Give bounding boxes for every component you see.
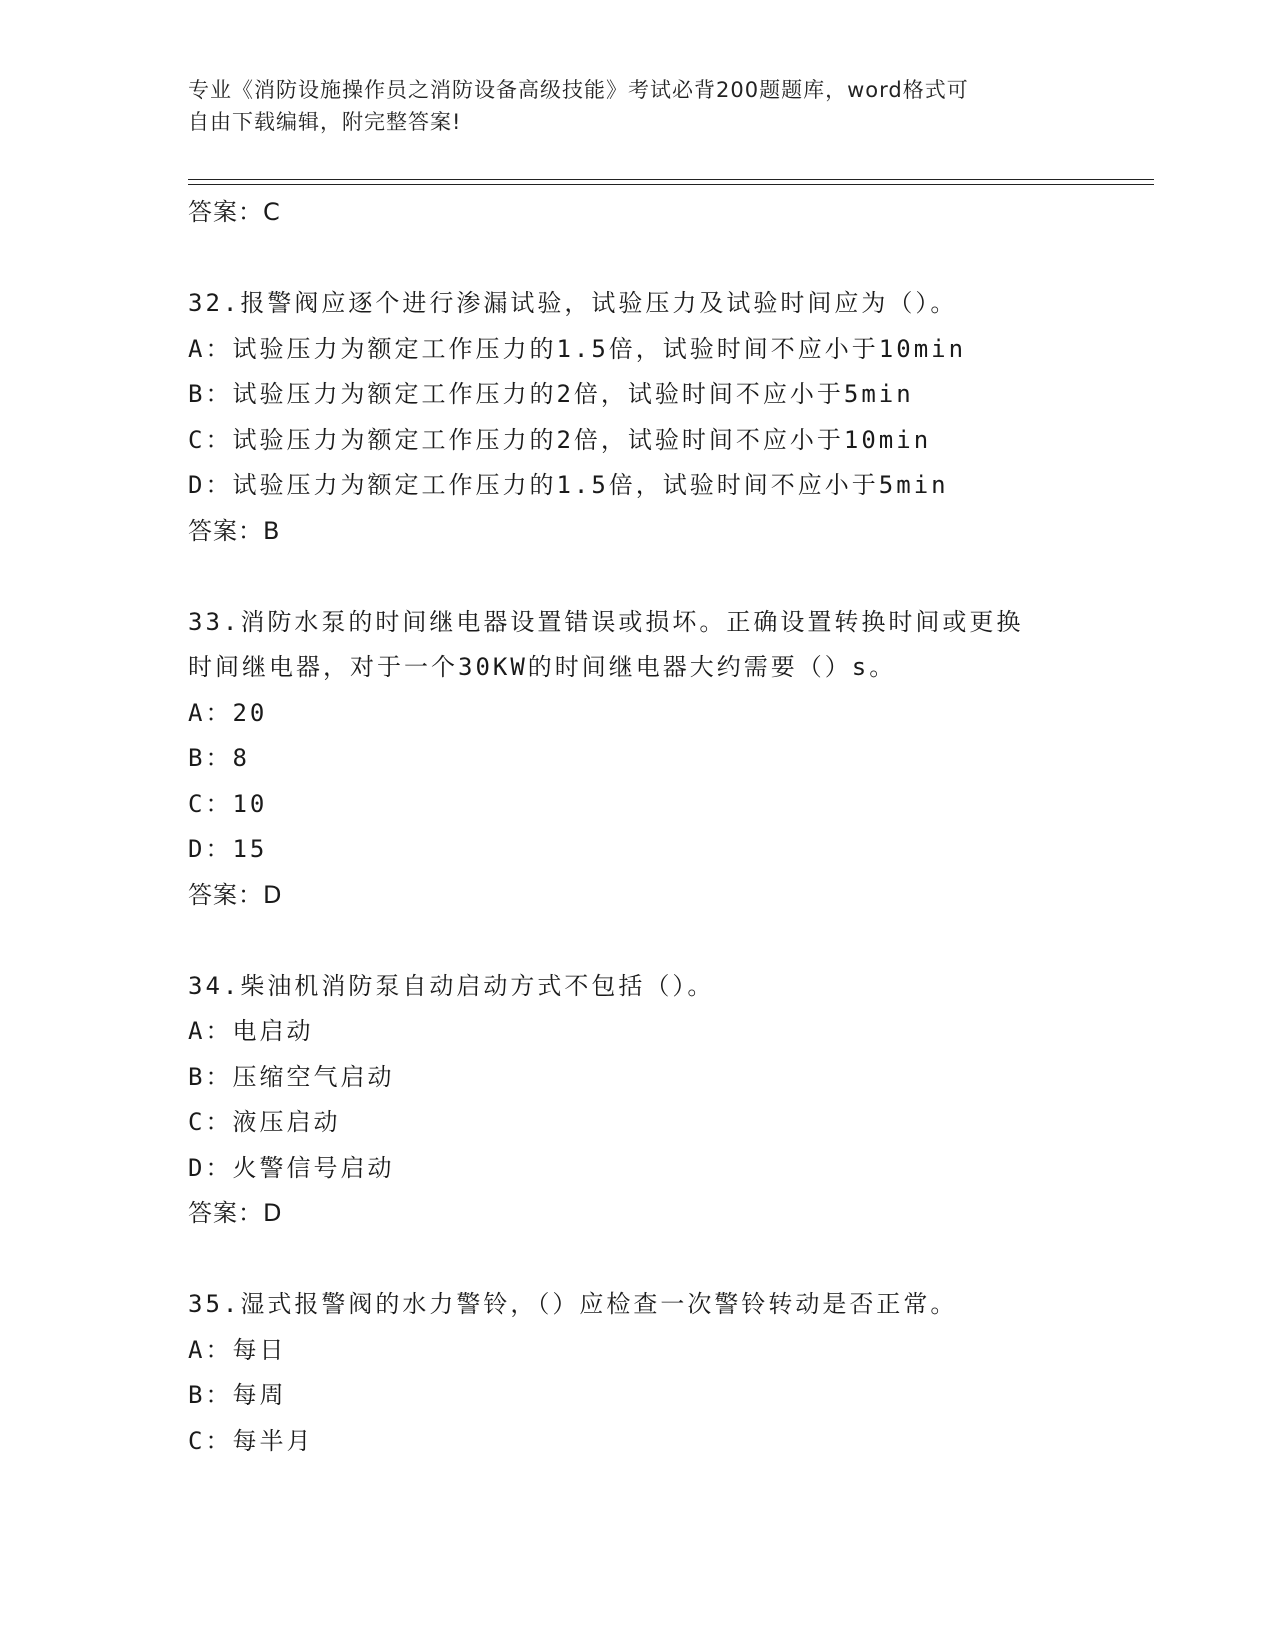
option-a: A：每日 bbox=[188, 1335, 287, 1364]
header-rule-top bbox=[188, 179, 1154, 180]
spacer bbox=[188, 554, 1148, 600]
option-b: B：8 bbox=[188, 744, 250, 772]
option-d: D：15 bbox=[188, 835, 268, 863]
question-33 bbox=[188, 600, 1148, 919]
option-c: C：10 bbox=[188, 789, 268, 818]
header-line-1: 专业《消防设施操作员之消防设备高级技能》考试必背200题题库，word格式可 bbox=[188, 78, 969, 102]
question-stem-line-1: 33.消防水泵的时间继电器设置错误或损坏。正确设置转换时间或更换 bbox=[188, 607, 1024, 636]
answer: 答案：D bbox=[188, 880, 283, 909]
header-line-2: 自由下载编辑，附完整答案! bbox=[188, 110, 462, 134]
option-b: B：试验压力为额定工作压力的2倍，试验时间不应小于5min bbox=[188, 380, 914, 408]
question-stem: 35.湿式报警阀的水力警铃，（）应检查一次警铃转动是否正常。 bbox=[188, 1290, 958, 1318]
option-d: D：火警信号启动 bbox=[188, 1153, 395, 1182]
option-c: C：每半月 bbox=[188, 1426, 314, 1455]
spacer bbox=[188, 236, 1148, 282]
question-stem-line-2: 时间继电器，对于一个30KW的时间继电器大约需要（）s。 bbox=[188, 653, 897, 681]
header-rule-bottom bbox=[188, 184, 1154, 185]
question-stem: 32.报警阀应逐个进行渗漏试验，试验压力及试验时间应为（）。 bbox=[188, 289, 958, 317]
option-c: C：试验压力为额定工作压力的2倍，试验时间不应小于10min bbox=[188, 425, 932, 454]
document-header bbox=[188, 74, 1088, 138]
option-c: C：液压启动 bbox=[188, 1108, 341, 1136]
spacer bbox=[188, 1237, 1148, 1283]
option-a: A：20 bbox=[188, 698, 268, 727]
option-b: B：每周 bbox=[188, 1381, 287, 1409]
previous-answer: 答案：C bbox=[188, 198, 281, 226]
option-d: D：试验压力为额定工作压力的1.5倍，试验时间不应小于5min bbox=[188, 471, 949, 499]
answer: 答案：D bbox=[188, 1199, 283, 1227]
question-35 bbox=[188, 1282, 1148, 1464]
option-b: B：压缩空气启动 bbox=[188, 1062, 395, 1091]
option-a: A：试验压力为额定工作压力的1.5倍，试验时间不应小于10min bbox=[188, 334, 967, 363]
question-list bbox=[188, 190, 1148, 1464]
answer: 答案：B bbox=[188, 516, 281, 545]
question-34 bbox=[188, 964, 1148, 1237]
question-stem: 34.柴油机消防泵自动启动方式不包括（）。 bbox=[188, 971, 715, 1000]
spacer bbox=[188, 918, 1148, 964]
option-a: A：电启动 bbox=[188, 1017, 314, 1045]
question-32 bbox=[188, 281, 1148, 554]
